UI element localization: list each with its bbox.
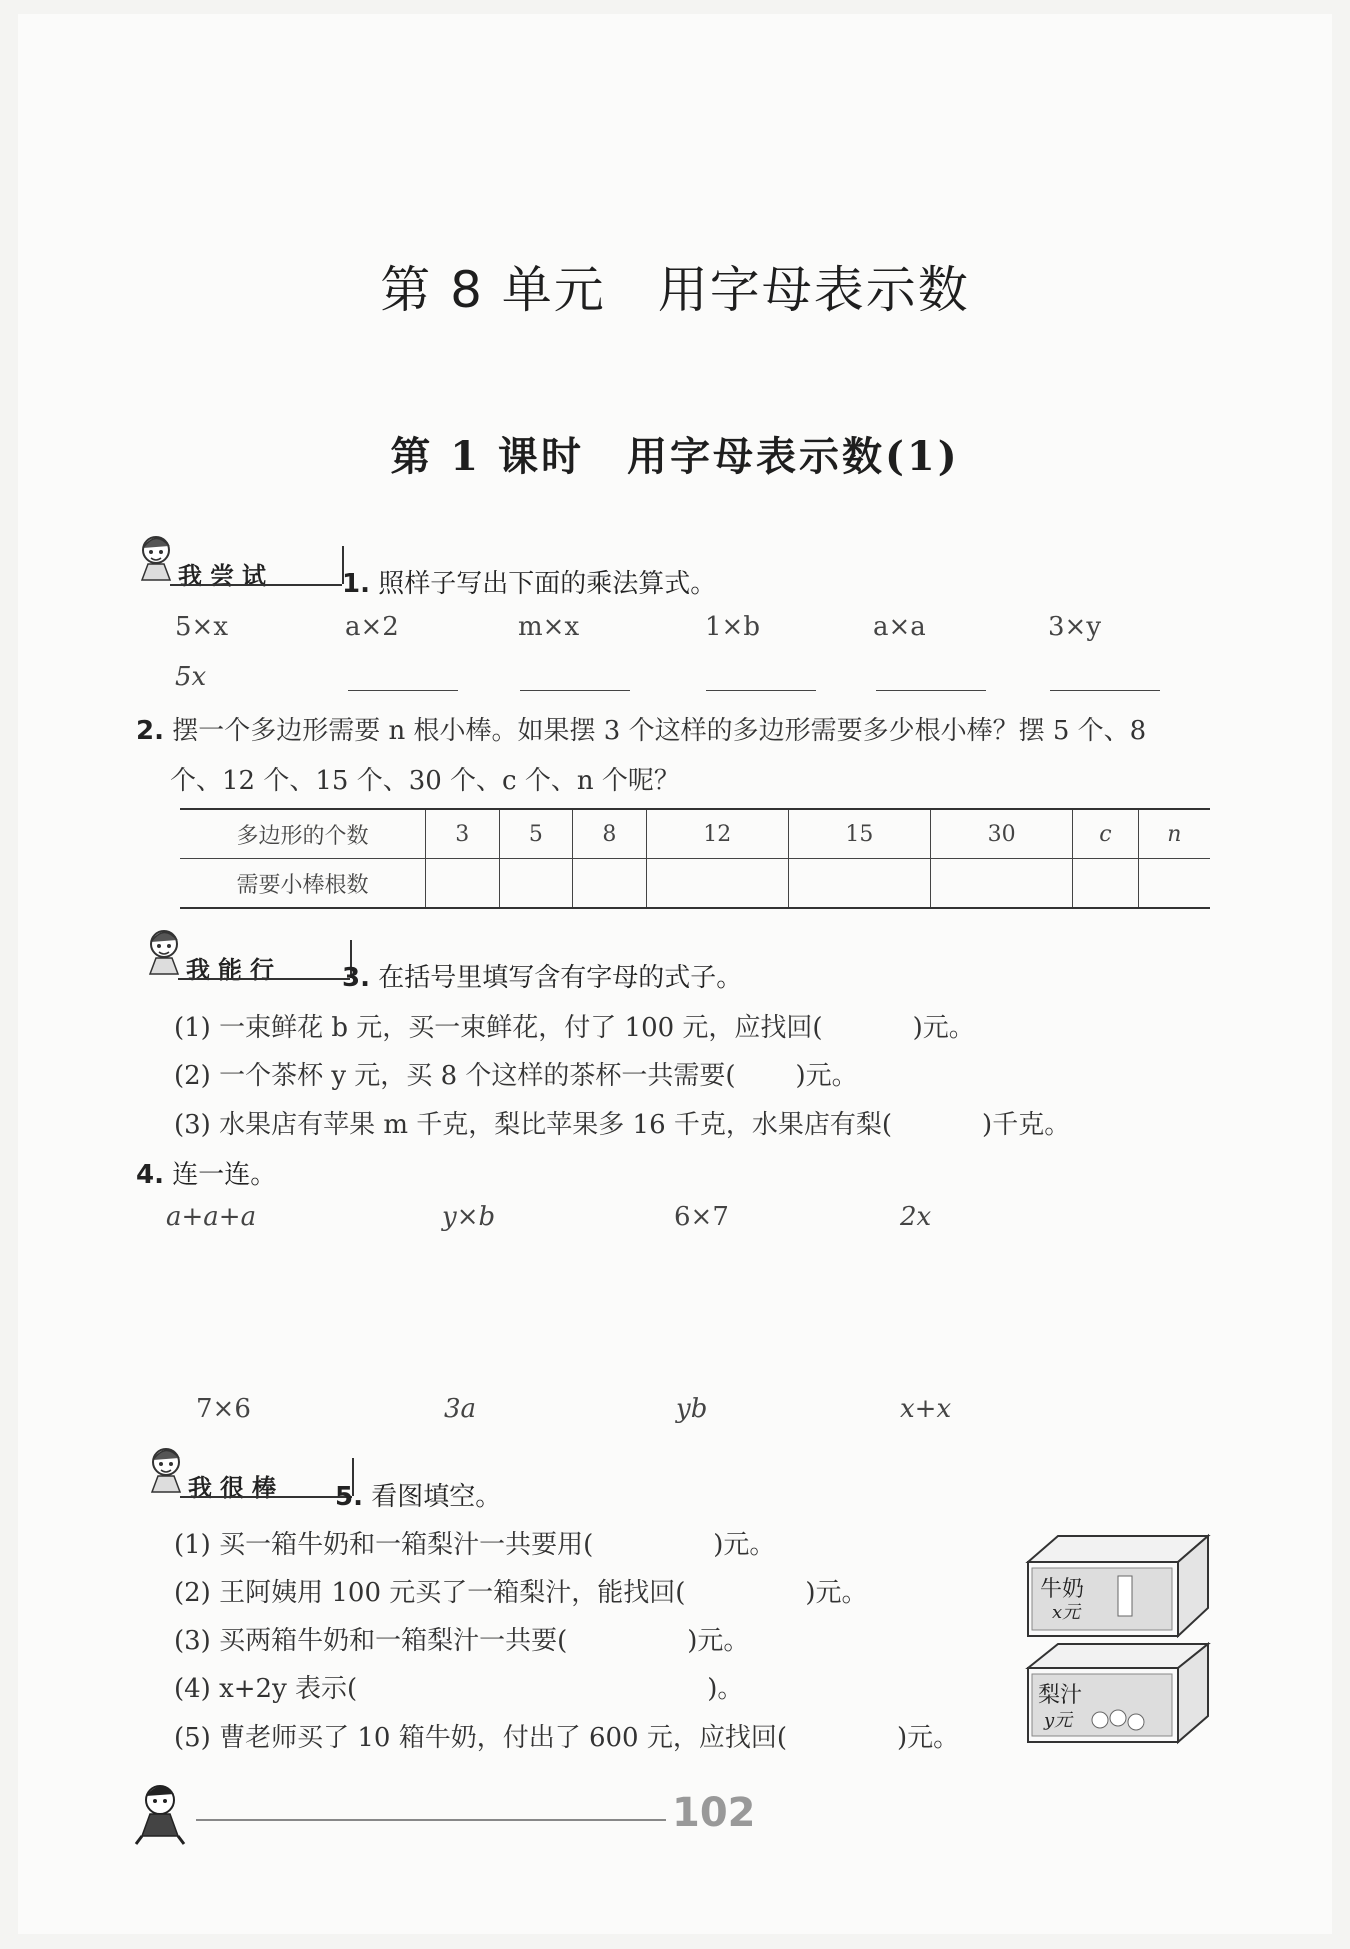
juice-box-price: y元 bbox=[1044, 1710, 1073, 1731]
q2-table bbox=[180, 808, 1210, 909]
section-label-great: 我很棒 bbox=[188, 1474, 284, 1502]
q3-item-tail: )千克。 bbox=[982, 1110, 1071, 1140]
q5-item-text: (5) 曹老师买了 10 箱牛奶，付出了 600 元，应找回( bbox=[174, 1723, 788, 1753]
q1-answer-blank[interactable] bbox=[706, 690, 816, 691]
q5-heading bbox=[335, 1476, 501, 1513]
table-answer-cell[interactable] bbox=[573, 859, 647, 909]
table-answer-cell[interactable] bbox=[499, 859, 573, 909]
q1-example-answer: 5x bbox=[175, 662, 207, 692]
lesson-title: 第 1 课时 用字母表示数(1) bbox=[390, 433, 960, 480]
section-label-try: 我尝试 bbox=[178, 562, 274, 590]
q2-line2: 个、12 个、15 个、30 个、c 个、n 个呢？ bbox=[170, 766, 680, 796]
q1-number: 1. bbox=[342, 569, 370, 599]
juice-box-illustration bbox=[1022, 1640, 1212, 1746]
q4-bottom-item[interactable]: 7×6 bbox=[196, 1394, 251, 1424]
section-label-can: 我能行 bbox=[186, 956, 282, 984]
q2-text-line1: 摆一个多边形需要 n 根小棒。如果摆 3 个这样的多边形需要多少根小棒？摆 5 个、8 bbox=[172, 716, 1147, 746]
table-answer-cell[interactable] bbox=[788, 859, 930, 909]
juice-box-label: 梨汁 bbox=[1038, 1683, 1083, 1708]
q5-item-4 bbox=[174, 1668, 743, 1705]
q5-item-1 bbox=[174, 1524, 775, 1561]
q2-number: 2. bbox=[136, 716, 164, 746]
q1-answer-blank[interactable] bbox=[1050, 690, 1160, 691]
table-cell: 3 bbox=[426, 809, 500, 859]
q3-item-tail: )元。 bbox=[912, 1013, 975, 1043]
table-cell: 8 bbox=[573, 809, 647, 859]
q1-item: 5×x bbox=[175, 612, 228, 642]
footer-rule bbox=[196, 1819, 666, 1821]
q1-item: 1×b bbox=[705, 612, 760, 642]
page-number: 102 bbox=[672, 1790, 756, 1836]
unit-title: 第 8 单元 用字母表示数 bbox=[380, 261, 970, 319]
q4-top-item[interactable]: a+a+a bbox=[166, 1202, 257, 1232]
table-cell: 5 bbox=[499, 809, 573, 859]
q3-item-text: (2) 一个茶杯 y 元，买 8 个这样的茶杯一共需要( bbox=[174, 1061, 736, 1091]
q3-item-tail: )元。 bbox=[795, 1061, 858, 1091]
q5-text: 看图填空。 bbox=[371, 1482, 502, 1512]
q5-item-3 bbox=[174, 1620, 749, 1657]
table-answer-cell[interactable] bbox=[646, 859, 788, 909]
q4-bottom-item[interactable]: yb bbox=[676, 1394, 708, 1424]
cartoon-boy-icon bbox=[128, 1778, 198, 1848]
table-cell: 30 bbox=[931, 809, 1073, 859]
section-header-try bbox=[130, 528, 360, 598]
q5-item-tail: )元。 bbox=[897, 1723, 960, 1753]
section-header-can bbox=[138, 922, 368, 992]
q4-top-item[interactable]: 6×7 bbox=[674, 1202, 729, 1232]
q1-answer-blank[interactable] bbox=[520, 690, 630, 691]
q5-item-tail: )元。 bbox=[713, 1530, 776, 1560]
q1-answer-blank[interactable] bbox=[348, 690, 458, 691]
q3-item-3 bbox=[174, 1104, 1070, 1141]
table-cell: 15 bbox=[788, 809, 930, 859]
q1-item: a×2 bbox=[345, 612, 399, 642]
q5-item-text: (3) 买两箱牛奶和一箱梨汁一共要( bbox=[174, 1626, 568, 1656]
q4-bottom-item[interactable]: x+x bbox=[900, 1394, 952, 1424]
table-answer-cell[interactable] bbox=[1073, 859, 1138, 909]
q4-bottom-item[interactable]: 3a bbox=[444, 1394, 477, 1424]
q3-text: 在括号里填写含有字母的式子。 bbox=[378, 963, 743, 993]
q5-item-5 bbox=[174, 1717, 959, 1754]
table-row-label: 多边形的个数 bbox=[180, 809, 426, 859]
q4-top-item[interactable]: y×b bbox=[442, 1202, 496, 1232]
q1-item: 3×y bbox=[1048, 612, 1102, 642]
q5-item-text: (1) 买一箱牛奶和一箱梨汁一共要用( bbox=[174, 1530, 594, 1560]
q4-top-item[interactable]: 2x bbox=[900, 1202, 932, 1232]
q1-answer-blank[interactable] bbox=[876, 690, 986, 691]
table-answer-cell[interactable] bbox=[931, 859, 1073, 909]
q3-item-2 bbox=[174, 1055, 858, 1092]
table-cell: n bbox=[1138, 809, 1210, 859]
q5-item-2 bbox=[174, 1572, 868, 1609]
q3-item-text: (1) 一束鲜花 b 元，买一束鲜花，付了 100 元，应找回( bbox=[174, 1013, 823, 1043]
q2-line1 bbox=[136, 710, 1146, 747]
table-row bbox=[180, 859, 1210, 909]
milk-box-price: x元 bbox=[1052, 1602, 1081, 1623]
q1-text: 照样子写出下面的乘法算式。 bbox=[378, 569, 717, 599]
q4-text: 连一连。 bbox=[172, 1160, 277, 1190]
q4-number: 4. bbox=[136, 1160, 164, 1190]
q5-item-text: (2) 王阿姨用 100 元买了一箱梨汁，能找回( bbox=[174, 1578, 686, 1608]
q5-number: 5. bbox=[335, 1482, 363, 1512]
table-row-label: 需要小棒根数 bbox=[180, 859, 426, 909]
q5-item-tail: )。 bbox=[707, 1674, 744, 1704]
milk-box-label: 牛奶 bbox=[1040, 1577, 1085, 1602]
milk-box-illustration bbox=[1022, 1532, 1212, 1638]
q5-item-text: (4) x+2y 表示( bbox=[174, 1674, 358, 1704]
table-row bbox=[180, 809, 1210, 859]
q3-heading bbox=[342, 957, 742, 994]
q1-item: a×a bbox=[873, 612, 926, 642]
table-answer-cell[interactable] bbox=[426, 859, 500, 909]
q5-item-tail: )元。 bbox=[687, 1626, 750, 1656]
q4-heading bbox=[136, 1154, 276, 1191]
q3-number: 3. bbox=[342, 963, 370, 993]
q3-item-1 bbox=[174, 1007, 975, 1044]
q5-item-tail: )元。 bbox=[805, 1578, 868, 1608]
q1-heading bbox=[342, 563, 716, 600]
q1-item: m×x bbox=[518, 612, 580, 642]
table-cell: 12 bbox=[646, 809, 788, 859]
table-cell: c bbox=[1073, 809, 1138, 859]
table-answer-cell[interactable] bbox=[1138, 859, 1210, 909]
q3-item-text: (3) 水果店有苹果 m 千克，梨比苹果多 16 千克，水果店有梨( bbox=[174, 1110, 893, 1140]
